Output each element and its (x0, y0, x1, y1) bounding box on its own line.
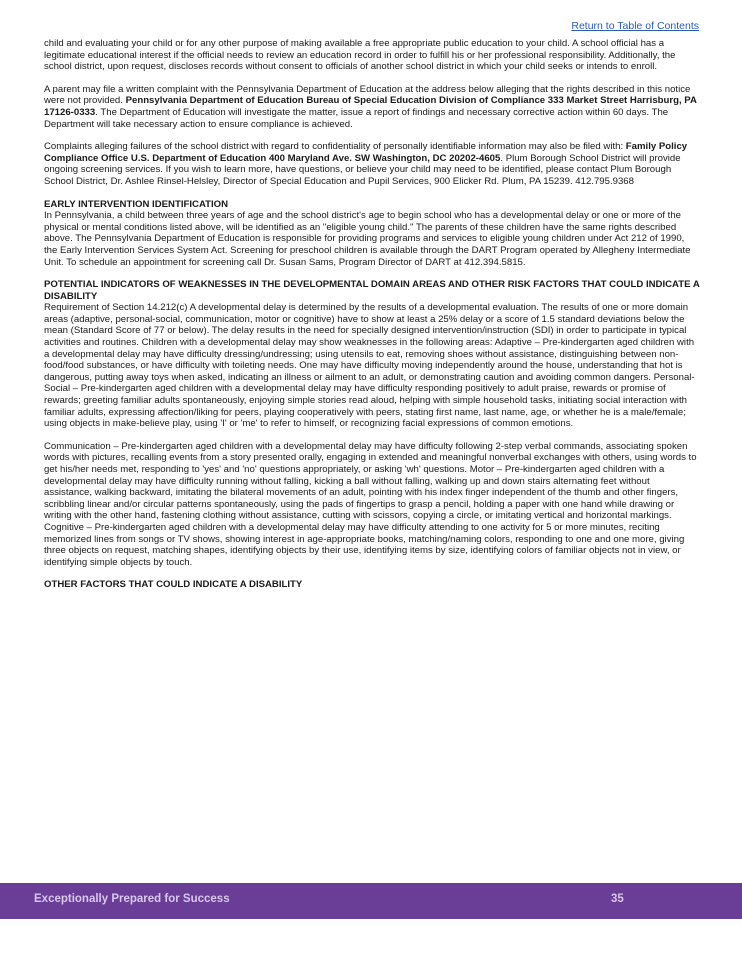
section-potential-indicators (44, 279, 700, 568)
complaint-fpco-text-c: . Plum Borough School District will provide ongoing screening services. If you wish to learn more, have questions, or believe your child may need to be identified, please contact Plum Borough School District, Dr. Ashlee Rinsel-Helsley, Director of Special Education and Pupil Services, 900 Elicker Rd. Plum, PA 15239. 412.795.9368 (44, 152, 681, 187)
heading-early-intervention: EARLY INTERVENTION IDENTIFICATION (44, 198, 229, 210)
paragraph-indicators-adaptive-social: Requirement of Section 14.212(c) A developmental delay is determined by the results of a developmental evaluation. The results of one or more domain areas (adaptive, personal-social, communication, motor or cognitive) have to show at least a 25% delay or a score of 1.5 standard deviations below the mean (Standard Score of 77 or below). The delay results in the need for specially designed intervention/instruction (SDI) in order to participate in typical activities and routines. Children with a developmental delay may show weaknesses in the following areas: Adaptive – Pre-kindergarten aged children with a developmental delay may have difficulty dressing/undressing; using utensils to eat, removing shoes without assistance, distinguishing between non-food/food substances, or have difficulty with toileting needs. One may have difficulty moving independently around the house, understanding that hot is dangerous, putting away toys when asked, indicating an illness or ailment to an adult, or demonstrating caution and avoiding common dangers. Personal-Social – Pre-kindergarten aged children with a developmental delay may have difficulty responding positively to adult praise, rewards or promise of rewards; greeting familiar adults spontaneously, enjoying simple stories read aloud, helping with simple household tasks, initiating social interaction with familiar adults, expressing affection/liking for peers, playing cooperatively with peers, stating first name, last name, age, or whether he is a male/female; using objects in make-believe play, using 'I' or 'me' to refer to himself, or recognizing facial expressions of common emotions. (44, 302, 695, 430)
heading-potential-indicators: POTENTIAL INDICATORS OF WEAKNESSES IN THE DEVELOPMENTAL DOMAIN AREAS AND OTHER RISK FACTORS THAT COULD INDICATE A DISABILITY (44, 279, 700, 302)
page-number: 35 (611, 893, 624, 905)
paragraph-indicators-communication-motor-cognitive: Communication – Pre-kindergarten aged children with a developmental delay may have difficulty following 2-step verbal commands, associating spoken words with pictures, recalling events from a story presented orally, engaging in extended and meaningful nonverbal exchanges with others, using words to get his/her needs met, responding to 'yes' and 'no' questions appropriately, or asking 'wh' questions. Motor – Pre-kindergarten aged children with a developmental delay may have difficulty running without falling, kicking a ball without falling, walking up and down stairs alternating feet without assistance, walking backward, imitating the bilateral movements of an adult, pointing with his index finger independent of the thumb and other fingers, scribbling linear and/or circular patterns spontaneously, using the pads of fingertips to grasp a pencil, holding a paper with one hand while drawing or writing with the other hand, fastening clothing without assistance, cutting with scissors, copying a circle, or imitating vertical and horizontal markings. Cognitive – Pre-kindergarten aged children with a developmental delay may have difficulty attending to one activity for 5 or more minutes, reciting memorized lines from songs or TV shows, showing interest in age-appropriate books, matching/naming colors, responding to one and one more, giving three objects on request, matching shapes, identifying objects by their use, identifying items by size, identifying colors of familiar objects not in view, or identifying simple objects by touch. (44, 440, 697, 568)
footer-slogan: Exceptionally Prepared for Success (34, 893, 230, 905)
document-body (44, 38, 700, 591)
complaint-pde-text-c: . The Department of Education will investigate the matter, issue a report of findings and necessary corrective action within 60 days. The Department will take necessary action to ensure compliance is achieved. (44, 106, 669, 130)
complaint-pde-text-a: A parent may file a written complaint with the Pennsylvania Department of Education at the address below alleging that the rights described in this notice were not provided. (44, 83, 691, 107)
complaint-pde-address: Pennsylvania Department of Education Bureau of Special Education Division of Compliance 333 Market Street Harrisburg, PA 17126-0333 (44, 95, 697, 118)
heading-other-factors: OTHER FACTORS THAT COULD INDICATE A DISABILITY (44, 579, 303, 591)
complaint-fpco-text-a: Complaints alleging failures of the school district with regard to confidentiality of personally identifiable information may also be filed with: (44, 141, 626, 153)
complaint-fpco-address: Family Policy Compliance Office U.S. Department of Education 400 Maryland Ave. SW Washington, DC 20202-4605 (44, 141, 688, 164)
paragraph-complaint-pde (44, 84, 700, 130)
return-to-toc-link[interactable]: Return to Table of Contents (571, 20, 699, 32)
footer-bar (0, 883, 742, 919)
paragraph-records-disclosure: child and evaluating your child or for any other purpose of making available a free appropriate public education to your child. A school official has a legitimate educational interest if the official needs to review an education record in order to fulfill his or her professional responsibility. Additionally, the school district, upon request, discloses records without consent to officials of another school district in which your child seeks or intends to enroll. (44, 38, 676, 73)
paragraph-early-intervention: In Pennsylvania, a child between three years of age and the school district's age to begin school who has a developmental delay or one or more of the physical or mental conditions listed above, will be identified as an "eligible young child." The parents of these children have the same rights described above. The Pennsylvania Department of Education is responsible for providing programs and services to eligible young children under Act 212 of 1990, the Early Intervention Services System Act. Screening for preschool children is available through the DART Program operated by Allegheny Intermediate Unit. To schedule an appointment for screening call Dr. Susan Sams, Program Director of DART at 412.394.5815. (44, 210, 691, 268)
section-early-intervention (44, 199, 700, 269)
paragraph-complaint-fpco (44, 141, 700, 187)
